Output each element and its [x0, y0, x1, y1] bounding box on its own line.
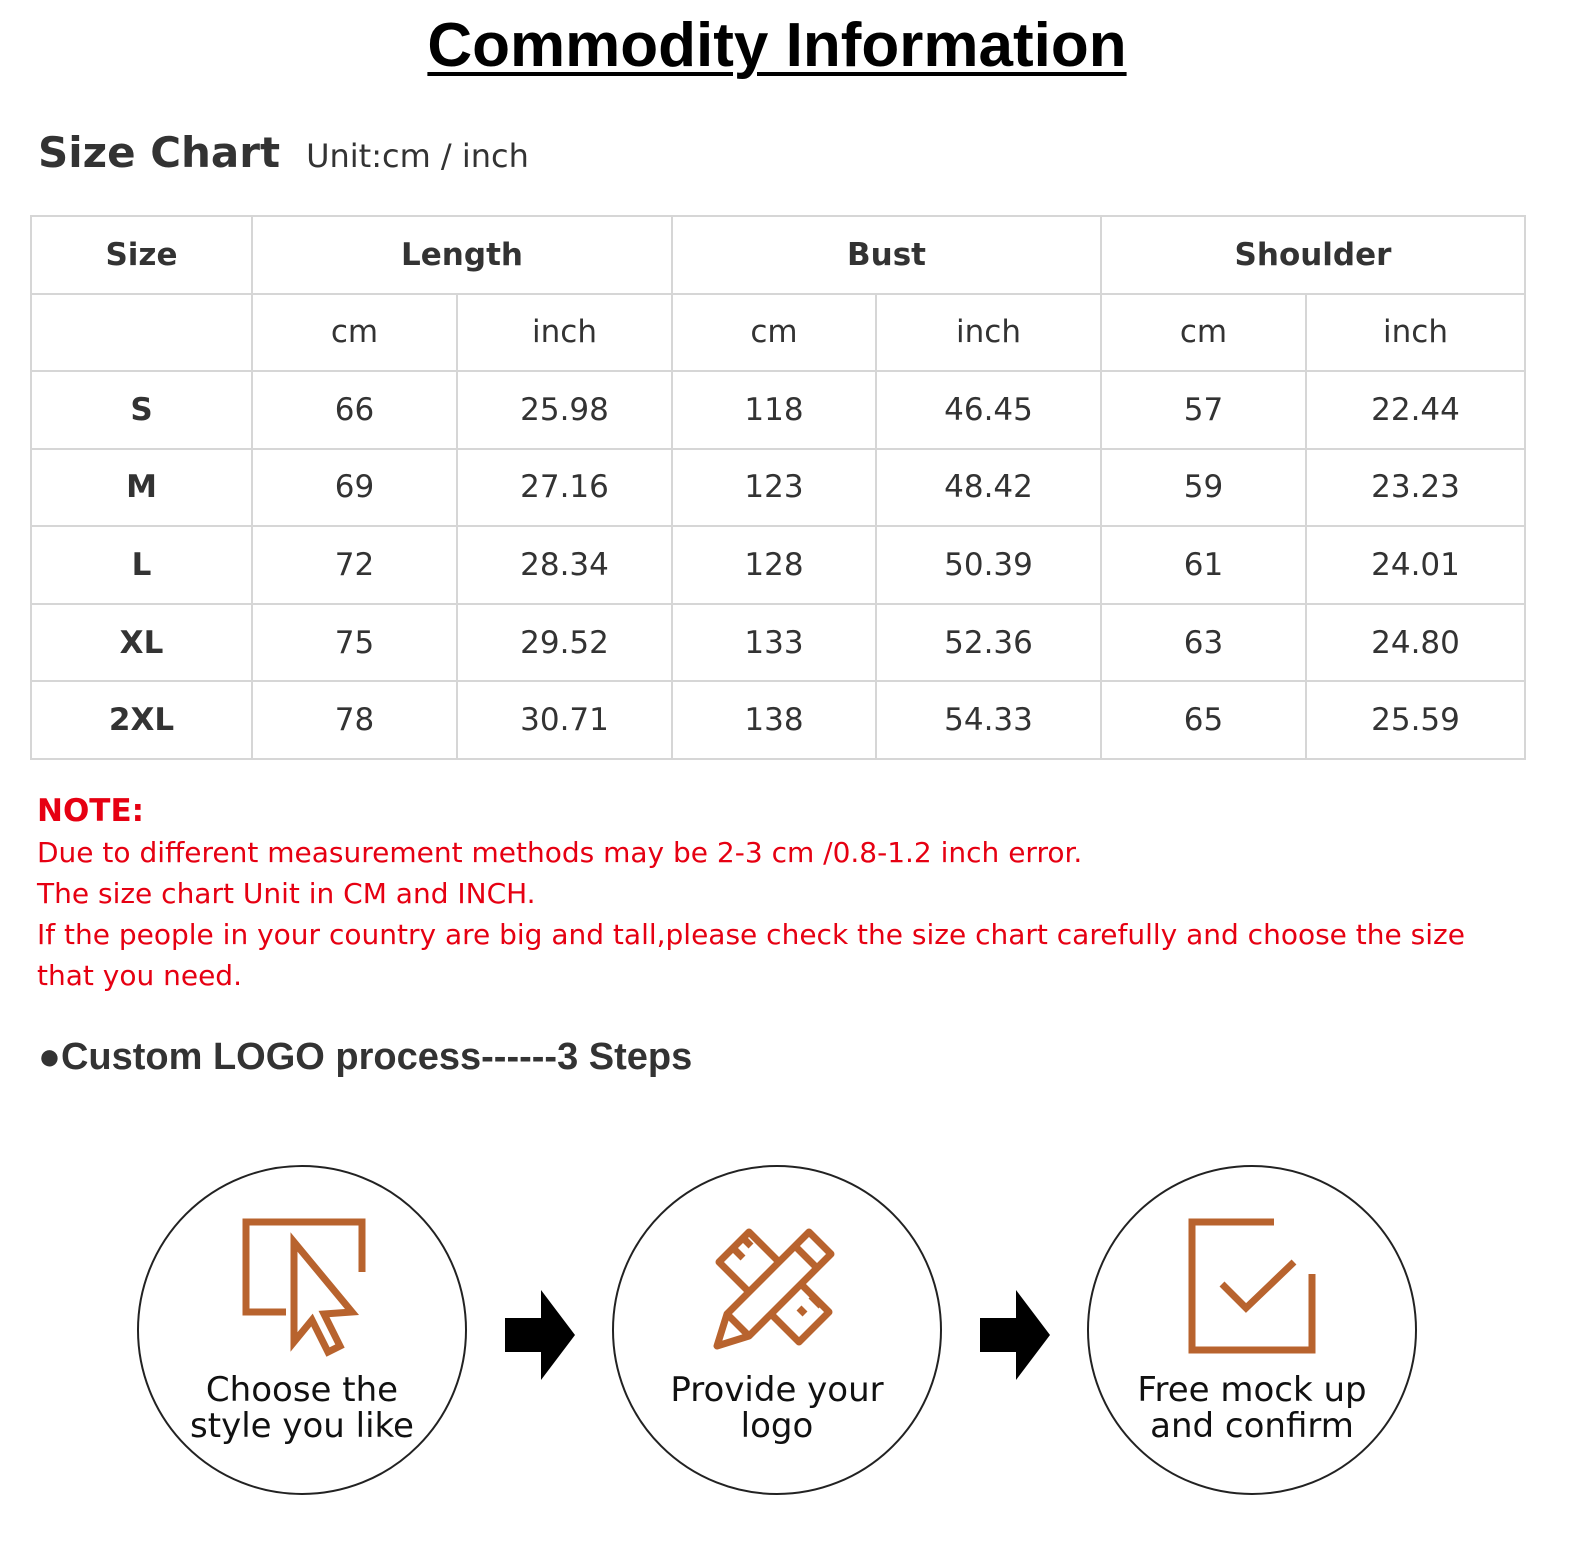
- table-row: [31, 371, 1525, 449]
- pencil-ruler-icon: [699, 1212, 849, 1362]
- unit-cell: cm: [1101, 294, 1306, 372]
- unit-cell: inch: [1306, 294, 1525, 372]
- table-row: [31, 526, 1525, 604]
- size-cell: XL: [31, 604, 252, 682]
- step-choose-style: [137, 1165, 467, 1495]
- unit-cell: inch: [457, 294, 672, 372]
- step-mock-up-confirm: [1087, 1165, 1417, 1495]
- size-table: [30, 215, 1526, 760]
- arrow-right-icon: [980, 1290, 1050, 1380]
- table-cell: 24.01: [1306, 526, 1525, 604]
- unit-cell: cm: [672, 294, 876, 372]
- table-cell: 123: [672, 449, 876, 527]
- table-cell: 133: [672, 604, 876, 682]
- table-cell: 48.42: [876, 449, 1101, 527]
- table-cell: 54.33: [876, 681, 1101, 759]
- size-chart-title: Size Chart: [38, 128, 281, 177]
- table-cell: 128: [672, 526, 876, 604]
- header-bust: Bust: [672, 216, 1101, 294]
- step-label: Free mock up and confirm: [1137, 1370, 1367, 1446]
- table-cell: 138: [672, 681, 876, 759]
- table-cell: 23.23: [1306, 449, 1525, 527]
- table-cell: 50.39: [876, 526, 1101, 604]
- unit-cell-empty: [31, 294, 252, 372]
- table-cell: 65: [1101, 681, 1306, 759]
- note-heading: NOTE:: [37, 793, 145, 829]
- table-cell: 57: [1101, 371, 1306, 449]
- size-chart-heading: [38, 128, 529, 188]
- header-shoulder: Shoulder: [1101, 216, 1525, 294]
- table-cell: 78: [252, 681, 457, 759]
- table-cell: 69: [252, 449, 457, 527]
- step-label: Choose the style you like: [190, 1370, 414, 1446]
- unit-cell: inch: [876, 294, 1101, 372]
- table-cell: 22.44: [1306, 371, 1525, 449]
- cursor-select-icon: [224, 1212, 374, 1362]
- table-cell: 72: [252, 526, 457, 604]
- note-line: If the people in your country are big and tall,please check the size chart carefully and choose the size that you need.: [37, 918, 1465, 992]
- table-unit-row: [31, 294, 1525, 372]
- table-cell: 63: [1101, 604, 1306, 682]
- size-chart-unit: Unit:cm / inch: [306, 137, 529, 175]
- table-cell: 24.80: [1306, 604, 1525, 682]
- table-row: [31, 604, 1525, 682]
- table-cell: 66: [252, 371, 457, 449]
- table-cell: 28.34: [457, 526, 672, 604]
- header-size: Size: [31, 216, 252, 294]
- table-cell: 25.59: [1306, 681, 1525, 759]
- size-cell: M: [31, 449, 252, 527]
- custom-logo-heading: ●Custom LOGO process------3 Steps: [38, 1036, 693, 1078]
- checkbox-icon: [1174, 1212, 1324, 1362]
- table-cell: 46.45: [876, 371, 1101, 449]
- table-cell: 25.98: [457, 371, 672, 449]
- size-cell: S: [31, 371, 252, 449]
- table-cell: 118: [672, 371, 876, 449]
- note-line: The size chart Unit in CM and INCH.: [37, 877, 536, 910]
- table-cell: 75: [252, 604, 457, 682]
- table-row: [31, 449, 1525, 527]
- table-cell: 52.36: [876, 604, 1101, 682]
- unit-cell: cm: [252, 294, 457, 372]
- table-cell: 61: [1101, 526, 1306, 604]
- note-line: Due to different measurement methods may be 2-3 cm /0.8-1.2 inch error.: [37, 836, 1083, 869]
- table-cell: 29.52: [457, 604, 672, 682]
- header-length: Length: [252, 216, 672, 294]
- table-row: [31, 681, 1525, 759]
- size-cell: 2XL: [31, 681, 252, 759]
- step-label: Provide your logo: [670, 1370, 884, 1446]
- table-cell: 59: [1101, 449, 1306, 527]
- note-block: [37, 790, 1527, 996]
- arrow-right-icon: [505, 1290, 575, 1380]
- table-cell: 30.71: [457, 681, 672, 759]
- table-header-row: [31, 216, 1525, 294]
- size-cell: L: [31, 526, 252, 604]
- step-provide-logo: [612, 1165, 942, 1495]
- page-title: Commodity Information: [427, 11, 1127, 80]
- table-cell: 27.16: [457, 449, 672, 527]
